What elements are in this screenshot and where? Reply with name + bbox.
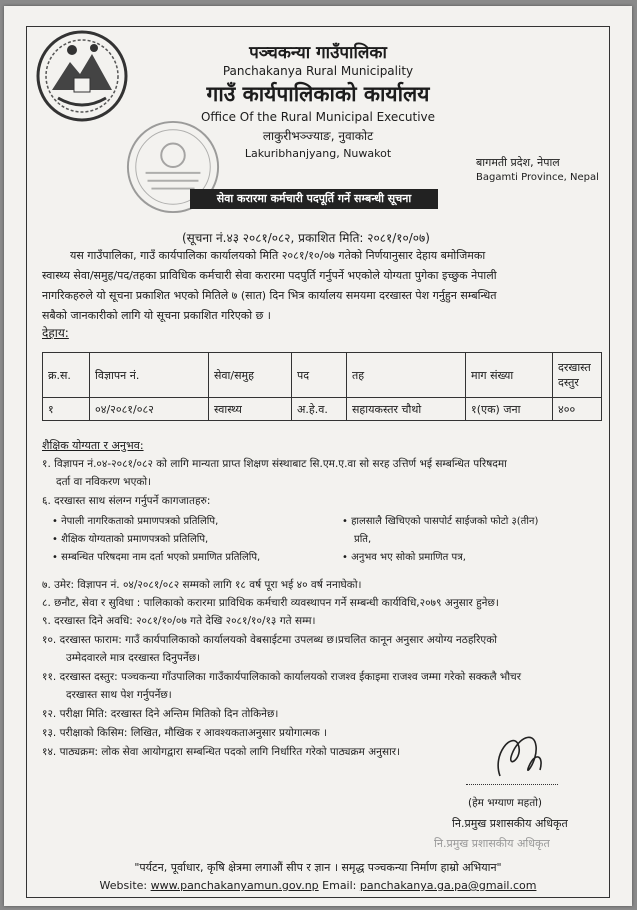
rule-line: ९. दरखास्त दिने अवधि: २०८१/१०/०७ गते देखि २०८१/१०/१३ गते सम्म। bbox=[42, 615, 316, 627]
province-np: बागमती प्रदेश, नेपाल bbox=[476, 156, 560, 169]
footer-slogan: "पर्यटन, पूर्वाधार, कृषि क्षेत्रमा लगाऔं सीप र ज्ञान । समृद्ध पञ्चकन्या निर्माण हाम्रो अभियान" bbox=[134, 861, 502, 874]
dehay-label: देहाय: bbox=[42, 326, 69, 340]
paragraph-line: स्वास्थ्य सेवा/समुह/पद/तहका प्राविधिक कर्मचारी सेवा करारमा पदपुर्ति गर्नुपर्ने भएकोले योग्यता पुगेका इच्छुक नेपाली bbox=[42, 269, 497, 282]
qualification-line: १. विज्ञापन नं.०४-२०८१/०८२ को लागि मान्यता प्राप्त शिक्षण संस्थाबाट सि.एम.ए.वा सो सरह उत्तिर्ण भई सम्बन्धित परिषदमा bbox=[42, 458, 507, 470]
document-item-right: प्रति, bbox=[354, 534, 372, 545]
table-cell: स्वास्थ्य bbox=[209, 398, 292, 421]
signatory-name: (हेम भग्याण महतो) bbox=[468, 797, 543, 809]
address-en: Lakuribhanjyang, Nuwakot bbox=[244, 147, 392, 160]
website-label: Website: bbox=[99, 879, 151, 892]
rule-line: दरखास्त साथ पेश गर्नुपर्नेछ। bbox=[66, 689, 172, 701]
qualification-line: दर्ता वा नविकरण भएको। bbox=[56, 476, 152, 488]
rule-line: ७. उमेर: विज्ञापन नं. ०४/२०८१/०८२ सम्मको लागि १८ वर्ष पूरा भई ४० वर्ष ननाघेको। bbox=[42, 579, 362, 591]
rule-line: उम्मेदवारले मात्र दरखास्त दिनुपर्नेछ। bbox=[66, 652, 201, 664]
table-cell: ०४/२०८१/०८२ bbox=[90, 398, 209, 421]
province-en: Bagamti Province, Nepal bbox=[476, 172, 599, 183]
table-cell: १ bbox=[43, 398, 90, 421]
municipality-name-en: Panchakanya Rural Municipality bbox=[222, 64, 414, 78]
table-cell: सहायकस्तर चौथो bbox=[347, 398, 466, 421]
rule-line: १०. दरखास्त फाराम: गाउँ कार्यपालिकाको कार्यालयको वेबसाईटमा उपलब्ध छ।प्रचलित कानून अनुसार अयोग्य नठहरिएको bbox=[42, 634, 498, 646]
signatory-title: नि.प्रमुख प्रशासकीय अधिकृत bbox=[452, 817, 568, 830]
table-cell: अ.हे.व. bbox=[292, 398, 347, 421]
document-item-right: • अनुभव भए सोको प्रमाणित पत्र, bbox=[342, 552, 466, 563]
document-item-right: • हालसालै खिचिएको पासपोर्ट साईजको फोटो ३(तीन) bbox=[342, 516, 539, 527]
website-link[interactable]: www.panchakanyamun.gov.np bbox=[150, 879, 319, 892]
rule-line: ८. छनौट, सेवा र सुविधा : पालिकाको करारमा प्राविधिक कर्मचारी व्यवस्थापन गर्ने सम्बन्धी कार्यविधि,२०७९ अनुसार हुनेछ। bbox=[42, 597, 499, 609]
table-cell: १(एक) जना bbox=[466, 398, 553, 421]
table-header: सेवा/समुह bbox=[209, 353, 292, 398]
municipality-name-np: पञ्चकन्या गाउँपालिका bbox=[249, 43, 387, 63]
footer-contact bbox=[4, 879, 632, 892]
paragraph-line: सबैको जानकारीको लागि यो सूचना प्रकाशित गरिएको छ । bbox=[42, 309, 271, 322]
notice-title: सेवा करारमा कर्मचारी पदपूर्ति गर्ने सम्बन्धी सूचना bbox=[190, 189, 438, 209]
table-header: माग संख्या bbox=[466, 353, 553, 398]
email-link[interactable]: panchakanya.ga.pa@gmail.com bbox=[359, 879, 537, 892]
email-label: Email: bbox=[318, 879, 360, 892]
signature-icon bbox=[482, 724, 554, 786]
office-name-np: गाउँ कार्यपालिकाको कार्यालय bbox=[206, 82, 430, 106]
notice-paragraph bbox=[42, 246, 602, 326]
documents-title: ६. दरखास्त साथ संलग्न गर्नुपर्ने कागजातहरु: bbox=[42, 495, 211, 507]
rule-line: ११. दरखास्त दस्तुर: पञ्चकन्या गाँउपालिका गाउँकार्यपालिकाको कार्यालयको राजश्व ईकाइमा राजश्व जम्मा गरेको सक्कलै भौचर bbox=[42, 671, 521, 683]
notice-number: (सूचना नं.४३ २०८१/०८२, प्रकाशित मिति: २०८१/१०/०७) bbox=[182, 231, 430, 245]
rule-line: १३. परीक्षाको किसिम: लिखित, मौखिक र आवश्यकताअनुसार प्रयोगात्मक । bbox=[42, 727, 328, 739]
table-header-row bbox=[43, 353, 602, 398]
document-item-left: • शैक्षिक योग्यताको प्रमाणपत्रको प्रतिलिपि, bbox=[52, 534, 209, 545]
signature-line bbox=[466, 784, 558, 785]
paragraph-line: यस गाउँपालिका, गाउँ कार्यपालिका कार्यालयको मिति २०८१/१०/०७ गतेको निर्णयानुसार देहाय बमोजिमका bbox=[70, 249, 486, 262]
vacancy-table bbox=[42, 352, 602, 421]
document-item-left: • सम्बन्धित परिषदमा नाम दर्ता भएको प्रमाणित प्रतिलिपि, bbox=[52, 552, 261, 563]
rule-line: १४. पाठ्यक्रम: लोक सेवा आयोगद्वारा सम्बन्धित पदको लागि निर्धारित गरेको पाठ्यक्रम अनुसार। bbox=[42, 746, 401, 758]
signatory-stamp: नि.प्रमुख प्रशासकीय अधिकृत bbox=[434, 837, 550, 850]
table-header: दरखास्त दस्तुर bbox=[553, 353, 602, 398]
table-header: विज्ञापन नं. bbox=[90, 353, 209, 398]
paragraph-line: नागरिकहरुले यो सूचना प्रकाशित भएको मितिले ७ (सात) दिन भित्र कार्यालय समयमा दरखास्त पेश गर्नुहुन सम्बन्धित bbox=[42, 289, 497, 302]
notice-sheet bbox=[4, 6, 632, 906]
address-np: लाकुरीभञ्ज्याङ, नुवाकोट bbox=[262, 129, 374, 143]
rule-line: १२. परीक्षा मिति: दरखास्त दिने अन्तिम मितिको दिन तोकिनेछ। bbox=[42, 708, 279, 720]
table-header: पद bbox=[292, 353, 347, 398]
table-row bbox=[43, 398, 602, 421]
table-header: तह bbox=[347, 353, 466, 398]
table-cell: ४०० bbox=[553, 398, 602, 421]
qualification-title: शैक्षिक योग्यता र अनुभव: bbox=[42, 439, 144, 452]
office-name-en: Office Of the Rural Municipal Executive bbox=[200, 110, 436, 124]
table-header: क्र.स. bbox=[43, 353, 90, 398]
document-item-left: • नेपाली नागरिकताको प्रमाणपत्रको प्रतिलिपि, bbox=[52, 516, 219, 527]
